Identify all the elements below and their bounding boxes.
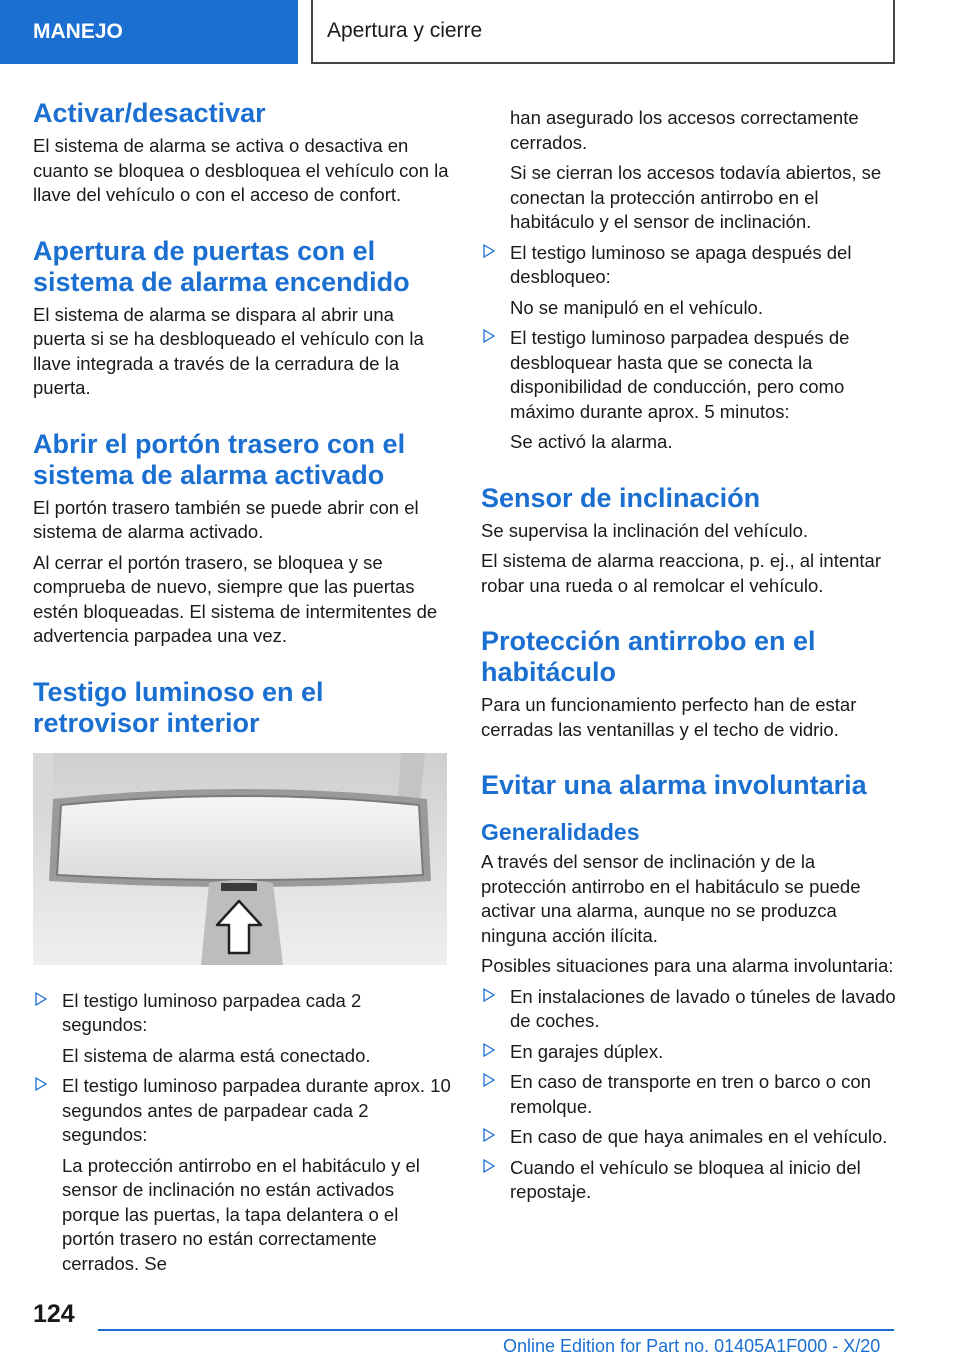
paragraph: A través del sensor de inclinación y de la protección antirrobo en el habitáculo se puede activar una alarma, aunque no se produzca ninguna acción ilícita. [481,851,861,946]
section-label: MANEJO [33,20,123,43]
list-item: El testigo luminoso se apaga después del desbloqueo: [481,241,899,290]
heading-activar: Activar/desactivar [33,98,266,128]
list-subtext: No se manipuló en el vehículo. [510,296,763,318]
bullet-triangle-icon [483,1128,495,1142]
list-item: El testigo luminoso parpadea cada 2 segundos: [33,989,451,1038]
page-number: 124 [33,1300,75,1328]
list-subtext: Si se cierran los accesos todavía abiertos, se conectan la protección antirrobo en el habitáculo y el sensor de inclinación. [510,162,882,232]
bullet-triangle-icon [483,329,495,343]
paragraph: El sistema de alarma reacciona, p. ej., al intentar robar una rueda o al remolcar el vehículo. [481,550,881,596]
paragraph: El sistema de alarma se activa o desactiva en cuanto se bloquea o desbloquea el vehículo con la llave del vehículo o con el acceso de confort. [33,135,449,205]
bullet-triangle-icon [483,1073,495,1087]
section-tab [0,0,298,64]
list-subtext: El sistema de alarma está conectado. [62,1044,371,1066]
list-subtext: Se activó la alarma. [510,431,673,452]
heading-porton: Abrir el portón trasero con el sistema de alarma activado [33,428,406,490]
heading-generalidades: Generalidades [481,819,640,845]
heading-proteccion: Protección antirrobo en el habitáculo [481,626,816,687]
heading-apertura: Apertura de puertas con el sistema de alarma encendido [33,235,410,297]
left-column [33,98,451,1282]
bullet-triangle-icon [35,992,47,1006]
heading-evitar: Evitar una alarma involuntaria [481,770,867,800]
right-column [481,106,899,1211]
list-item: En instalaciones de lavado o túneles de lavado de coches. [481,985,899,1034]
paragraph: Se supervisa la inclinación del vehículo. [481,519,809,541]
list-item: El testigo luminoso parpadea después de desbloquear hasta que se conecta la disponibilidad de conducción, pero como máximo durante aprox. 5 minutos: [481,326,899,424]
list-item: En caso de transporte en tren o barco o con remolque. [481,1070,899,1119]
mirror-icon [33,753,447,965]
list-subtext: han asegurado los accesos correctamente cerrados. [510,107,859,153]
heading-sensor: Sensor de inclinación [481,482,761,513]
list-item: En caso de que haya animales en el vehículo. [481,1125,899,1150]
rearview-mirror-illustration [33,753,447,965]
paragraph: El sistema de alarma se dispara al abrir una puerta si se ha desbloqueado el vehículo con la llave integrada a través de la cerradura de la puerta. [33,303,424,398]
paragraph: Posibles situaciones para una alarma involuntaria: [481,955,894,976]
bullet-triangle-icon [483,244,495,258]
bullet-triangle-icon [483,1159,495,1173]
list-item: Cuando el vehículo se bloquea al inicio del repostaje. [481,1156,899,1205]
paragraph: Para un funcionamiento perfecto han de estar cerradas las ventanillas y el techo de vidrio. [481,694,857,740]
bullet-triangle-icon [35,1077,47,1091]
bullet-triangle-icon [483,1043,495,1057]
heading-testigo: Testigo luminoso en el retrovisor interior [33,676,324,738]
list-item: El testigo luminoso parpadea durante aprox. 10 segundos antes de parpadear cada 2 segundos: [33,1074,451,1148]
list-item: En garajes dúplex. [481,1040,899,1065]
footer-divider [98,1329,894,1331]
list-subtext: La protección antirrobo en el habitáculo y el sensor de inclinación no están activados porque las puertas, la tapa delantera o el portón trasero no están correctamente cerrados. Se [62,1154,420,1274]
footer-edition: Online Edition for Part no. 01405A1F000 - X/20 [503,1336,881,1356]
paragraph: El portón trasero también se puede abrir con el sistema de alarma activado. [33,496,419,542]
paragraph: Al cerrar el portón trasero, se bloquea y se comprueba de nuevo, siempre que las puertas estén bloqueadas. El sistema de intermitentes de advertencia parpadea una vez. [33,551,438,646]
bullet-triangle-icon [483,988,495,1002]
chapter-header [311,0,895,64]
chapter-title: Apertura y cierre [327,19,483,42]
